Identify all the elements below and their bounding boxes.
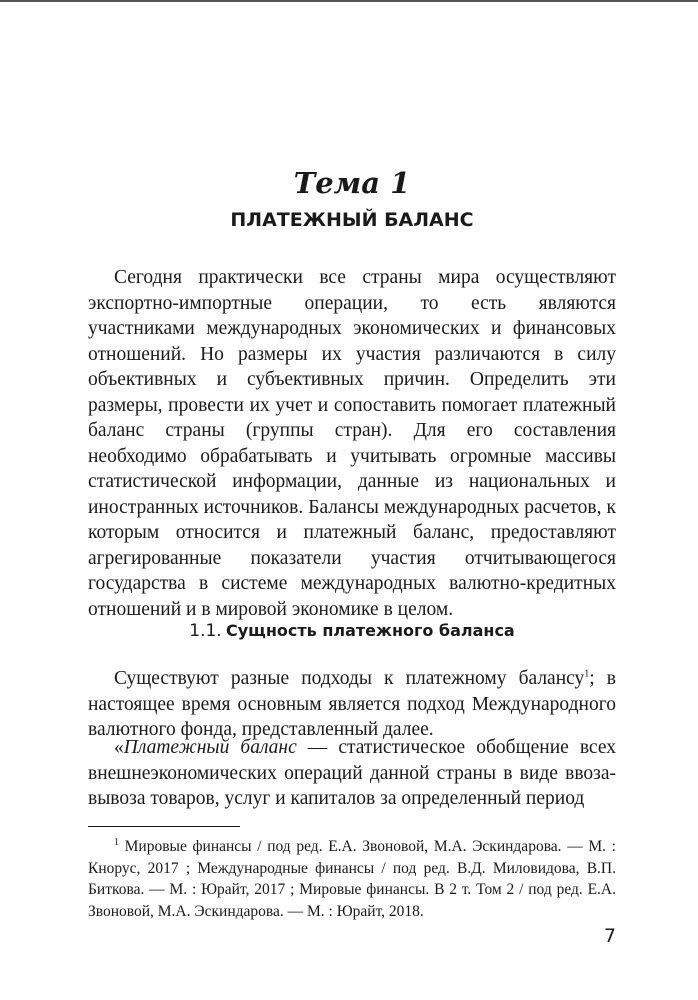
chapter-title: Тема 1: [293, 166, 411, 200]
footnote-marker: 1: [114, 836, 119, 848]
section-paragraph-1-text-start: Существуют разные подходы к платежному балансу: [114, 668, 585, 689]
section-paragraph-2: [88, 735, 616, 812]
section-paragraph-1: [88, 666, 616, 743]
section-paragraph-1-text-end: ; в настоящее время основным является подход Международного валютного фонда, представленный далее.: [88, 668, 617, 740]
footnote-text: Мировые финансы / под ред. Е.А. Звоновой, М.А. Эскиндарова. — М. : Кнорус, 2017 ; Международные финансы / под ред. В.Д. Миловидова, В.П. Биткова. — М. : Юрайт, 2017 ; Мировые финансы. В 2 т. Том 2 / под ред. Е.А. Звоновой, М.А. Эскиндарова. — М. : Юрайт, 2018.: [88, 838, 616, 920]
section-number: 1.1.: [189, 621, 222, 641]
page-number: 7: [603, 925, 616, 947]
chapter-subtitle: ПЛАТЕЖНЫЙ БАЛАНС: [230, 209, 474, 231]
quote-open: «: [114, 737, 124, 758]
footnote-reference[interactable]: 1: [584, 668, 590, 680]
intro-paragraph: Сегодня практически все страны мира осуществляют экспортно-импортные операции, то есть являются участниками международных экономических и финансовых отношений. Но размеры их участия различаются в силу объективных и субъективных причин. Определить эти размеры, провести их учет и сопоставить помогает платежный баланс страны (группы стран). Для его составления необходимо обрабатывать и учитывать огромные массивы статистической информации, данные из национальных и иностранных источников. Балансы международных расчетов, к которым относится и платежный баланс, предоставляют агрегированные показатели участия отчитывающегося государства в системе международных валютно-кредитных отношений и в мировой экономике в целом.: [88, 267, 616, 620]
definition-text: — статистическое обобщение всех внешнеэкономических операций данной страны в виде ввоза-вывоза товаров, услуг и капиталов за определенный период: [88, 737, 616, 809]
footnote: [88, 836, 616, 922]
section-title: Сущность платежного баланса: [225, 621, 515, 640]
footnote-separator: [88, 826, 240, 827]
section-heading: [88, 617, 616, 645]
defined-term: Платежный баланс: [123, 737, 297, 758]
top-edge-line: [0, 0, 698, 2]
